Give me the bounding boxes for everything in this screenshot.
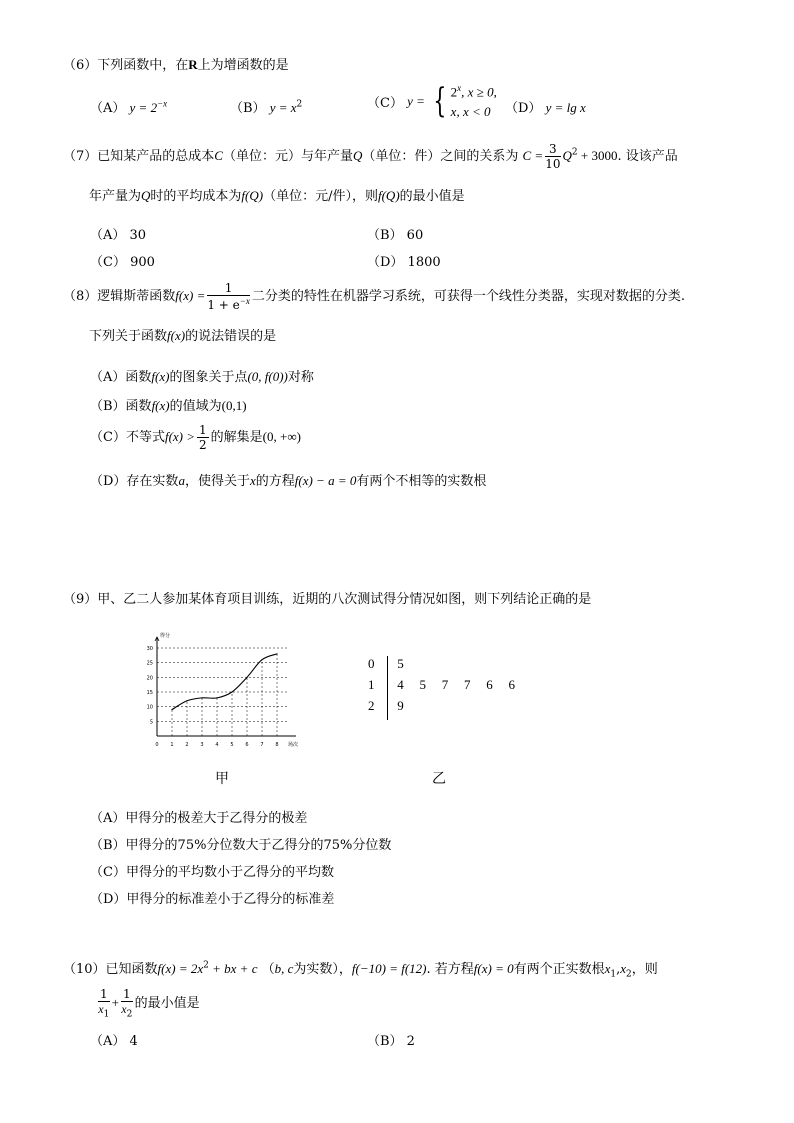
label-jia: 甲 [215,771,229,787]
data-point [201,697,202,698]
q9-option-d: （D）甲得分的标准差小于乙得分的标准差 [90,892,335,907]
x-tick-label: 3 [200,742,204,748]
q6-option-d: （D） y = lg x [505,100,586,116]
data-point [231,691,232,692]
x-tick-label: 7 [260,742,264,748]
q7-option-b: （B） 60 [367,228,424,243]
y-tick-label: 5 [149,719,153,726]
q6-option-a: （A） $y = 2^{-x}$ [90,98,168,116]
q10-line1: （10）已知函数$f(x) = 2x^2$ + bx + c （b, c为实数），f(−10) = f(12). 若方程f(x) = 0有两个正实数根$x_1,x_2$，则 [63,960,658,980]
y-tick-label: 25 [146,660,153,667]
data-point [186,700,187,701]
y-tick-label: 15 [146,690,153,696]
q8-option-a: （A）函数f(x)的图象关于点(0, f(0))对称 [90,369,314,385]
q7-line2: 年产量为Q时的平均成本为f(Q)（单位：元/件），则f(Q)的最小值是 [89,188,465,204]
q10-line2: $\frac{1}{x_1}$ + $\frac{1}{x_2}$ 的最小值是 [98,987,200,1020]
q8-option-c: （C）不等式f(x) > $\frac{1}{2}$ 的解集是(0, +∞) [90,423,301,452]
q7-option-a: （A） 30 [90,228,147,243]
q9-stem: （9）甲、乙二人参加某体育项目训练，近期的八次测试得分情况如图，则下列结论正确的是 [63,592,592,607]
x-tick-label: 5 [230,742,234,748]
q7-line1: （7）已知某产品的总成本C（单位：元）与年产量Q（单位：件）之间的关系为 C = $\frac{3}{10}$ $Q^2 + 3000$. 设该产品 [63,142,678,171]
q7-option-c: （C） 900 [90,255,155,270]
q8-option-b: （B）函数f(x)的值域为(0,1) [90,398,247,414]
q7-option-d: （D） 1800 [367,255,441,270]
data-point [261,659,262,660]
y-tick-label: 20 [146,675,153,682]
yi-stem-leaf [368,656,528,719]
x-tick-label: 1 [170,742,174,748]
q6-stem: （6）下列函数中，在R上为增函数的是 [63,57,289,73]
stem-leaf-divider [387,656,388,720]
stem-row-2: 2 9 [368,698,404,713]
label-yi: 乙 [432,771,446,787]
y-tick-label: 10 [146,704,153,711]
data-point [276,653,277,654]
x-axis-label: 场次 [288,742,299,748]
stem-row-1: 1 4 5 7 7 6 6 [368,677,515,692]
q10-option-b: （B） 2 [367,1034,415,1049]
x-tick-label: 4 [215,742,219,748]
stem-row-0: 0 5 [368,656,404,671]
q10-option-a: （A） 4 [90,1034,138,1049]
x-tick-label: 2 [185,742,189,748]
data-point [246,677,247,678]
q9-option-b: （B）甲得分的75%分位数大于乙得分的75%分位数 [90,838,392,853]
q6-option-b: （B） $y = x^2$ [230,99,303,116]
q6-option-c: （C） y = { 2$^x$, x ≥ 0, x, x < 0 [367,81,497,122]
q8-line1: （8）逻辑斯蒂函数f(x) = $\frac{1}{1 + e^{-x}}$ 二分类的特性在机器学习系统，可获得一个线性分类器，实现对数据的分类. [63,281,685,312]
data-point [216,697,217,698]
y-tick-label: 30 [146,646,153,652]
y-axis-label: 得分 [160,633,171,639]
q9-option-a: （A）甲得分的极差大于乙得分的极差 [90,811,308,826]
x-tick-label: 0 [155,742,159,748]
q9-option-c: （C）甲得分的平均数小于乙得分的平均数 [90,865,334,880]
chart-layer [147,632,298,748]
q8-line2: 下列关于函数f(x)的说法错误的是 [89,328,277,344]
q8-option-d: （D）存在实数a，使得关于x的方程f(x) − a = 0有两个不相等的实数根 [90,473,487,489]
data-point [171,709,172,710]
x-tick-label: 8 [275,742,279,748]
x-tick-label: 6 [245,742,249,748]
jia-line-chart [140,628,310,750]
score-line [172,654,277,710]
